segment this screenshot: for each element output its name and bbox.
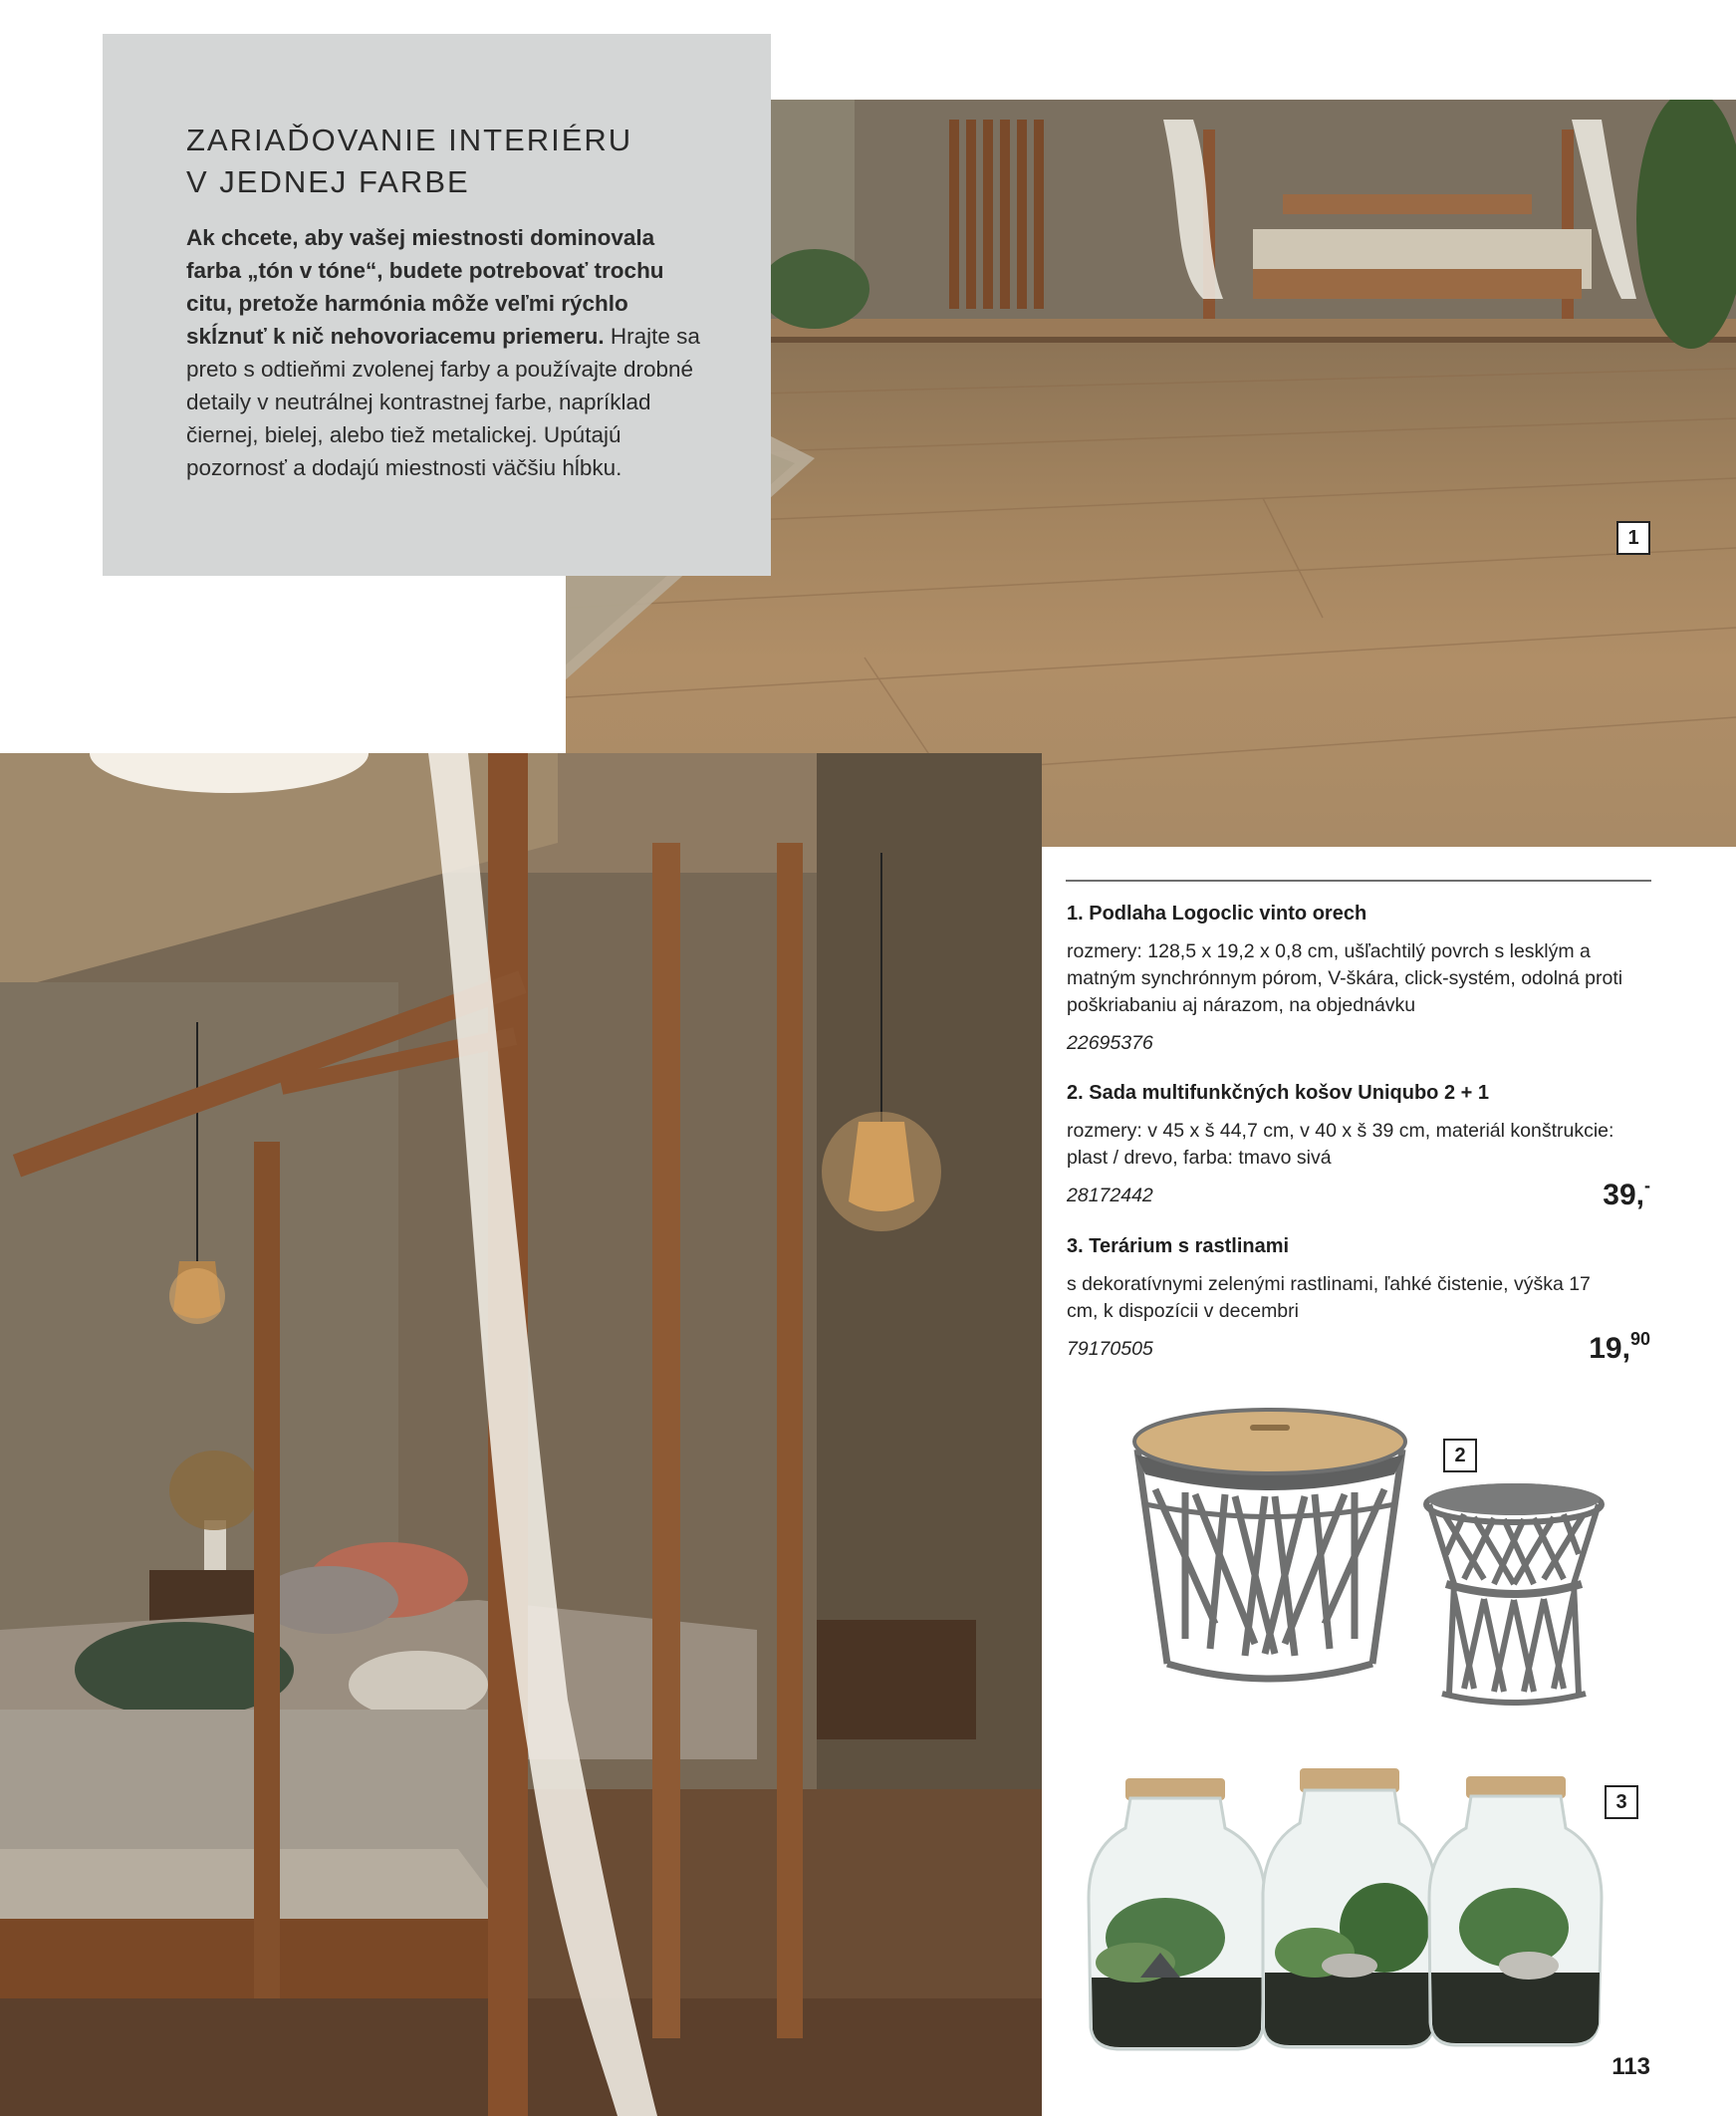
product-3-title: 3. Terárium s rastlinami: [1067, 1235, 1290, 1257]
product-2-price-sup: -: [1644, 1176, 1650, 1195]
product-1-desc: rozmery: 128,5 x 19,2 x 0,8 cm, ušľachtilý povrch s lesklým a matným synchrónnym pórom, V-škára, click-systém, odolná proti poškriabaniu aj nárazom, na objednávku: [1067, 940, 1623, 1016]
intro-text: [186, 221, 704, 484]
product-1-code: 22695376: [1067, 1032, 1153, 1054]
product-2-price-main: 39,: [1603, 1179, 1644, 1211]
product-3-price-main: 19,: [1589, 1332, 1630, 1365]
intro-text-regular: Hrajte sa preto s odtieňmi zvolenej farby a používajte drobné detaily v neutrálnej kontrastnej farbe, napríklad čiernej, bielej, alebo tiež metalickej. Upútajú pozornosť a dodajú miestnosti väčšiu hĺbku.: [186, 324, 700, 480]
product-3-price-sup: 90: [1629, 1329, 1650, 1349]
product-3-desc: s dekoratívnymi zelenými rastlinami, ľahké čistenie, výška 17 cm, k dispozícii v decembri: [1067, 1273, 1591, 1322]
intro-title-line1: ZARIAĎOVANIE INTERIÉRU: [186, 123, 633, 157]
intro-title: [186, 120, 744, 203]
product-3-price: [1589, 1329, 1650, 1366]
product-3-code: 79170505: [1067, 1338, 1153, 1360]
info-rule: [1066, 880, 1651, 882]
bedroom-photo: [0, 753, 1042, 2116]
baskets-image: [1125, 1395, 1663, 1723]
product-1-title: 1. Podlaha Logoclic vinto orech: [1067, 903, 1367, 925]
badge-1: 1: [1616, 521, 1650, 555]
product-2-code: 28172442: [1067, 1185, 1153, 1206]
terrariums-image: [1086, 1768, 1604, 2057]
badge-2: 2: [1443, 1439, 1477, 1472]
page-number: 113: [1612, 2053, 1650, 2080]
intro-title-line2: V JEDNEJ FARBE: [186, 164, 470, 199]
product-2-price: [1603, 1176, 1650, 1212]
intro-box: [103, 34, 771, 576]
intro-text-bold: Ak chcete, aby vašej miestnosti dominovala farba „tón v tóne“, budete potrebovať trochu citu, pretože harmónia môže veľmi rýchlo skĺznuť k nič nehovoriacemu priemeru.: [186, 225, 664, 349]
badge-3: 3: [1605, 1785, 1638, 1819]
product-2-desc: rozmery: v 45 x š 44,7 cm, v 40 x š 39 cm, materiál konštrukcie: plast / drevo, farba: tmavo sivá: [1067, 1120, 1614, 1169]
product-2-title: 2. Sada multifunkčných košov Uniqubo 2 + 1: [1067, 1082, 1489, 1104]
